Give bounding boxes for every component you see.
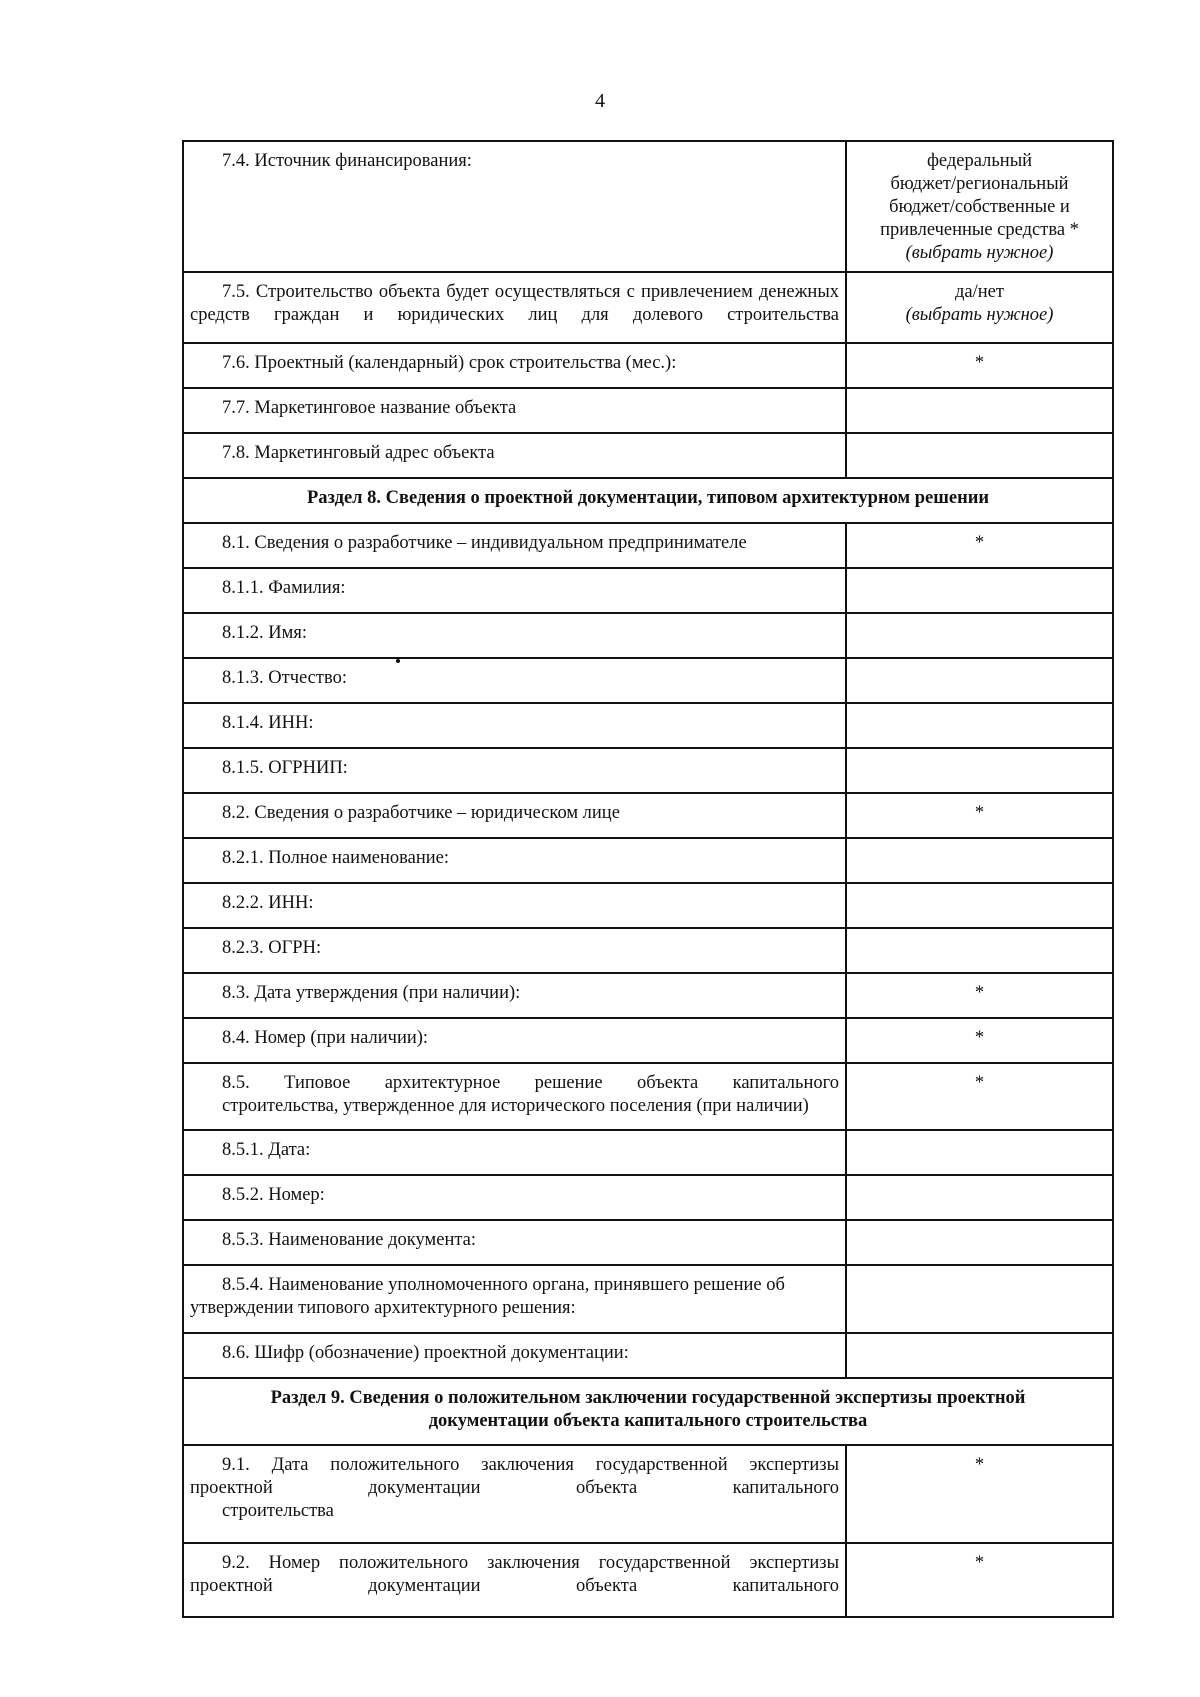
value-8-2-1[interactable] [846,838,1113,883]
label-7-6: 7.6. Проектный (календарный) срок строительства (мес.): [183,343,846,388]
label-8-2-1: 8.2.1. Полное наименование: [183,838,846,883]
value-8-1[interactable]: * [846,523,1113,568]
value-8-2-3[interactable] [846,928,1113,973]
row-8-1-5 [183,748,1113,793]
row-7-7 [183,388,1113,433]
row-8-6 [183,1333,1113,1378]
row-8-5-1 [183,1130,1113,1175]
row-8-4 [183,1018,1113,1063]
page-number: 4 [595,90,605,112]
row-7-5 [183,272,1113,343]
label-8-2: 8.2. Сведения о разработчике – юридическом лице [183,793,846,838]
row-7-6 [183,343,1113,388]
value-8-1-3[interactable] [846,658,1113,703]
label-8-5-3: 8.5.3. Наименование документа: [183,1220,846,1265]
label-7-4: 7.4. Источник финансирования: [183,141,846,272]
label-8-6: 8.6. Шифр (обозначение) проектной документации: [183,1333,846,1378]
row-8-2-2 [183,883,1113,928]
value-8-1-5[interactable] [846,748,1113,793]
label-8-5-main: 8.5. Типовое архитектурное решение объекта капитального [222,1073,839,1093]
label-8-1-4: 8.1.4. ИНН: [183,703,846,748]
value-8-5-2[interactable] [846,1175,1113,1220]
value-7-4-line-2: бюджет/региональный [890,174,1069,194]
value-8-3[interactable]: * [846,973,1113,1018]
label-9-1-last: строительства [222,1501,334,1521]
label-7-5 [183,272,846,343]
row-8-1-2 [183,613,1113,658]
row-8-1-4 [183,703,1113,748]
row-8-1-3 [183,658,1113,703]
label-9-1 [183,1445,846,1543]
value-8-6[interactable] [846,1333,1113,1378]
value-8-5-1[interactable] [846,1130,1113,1175]
label-9-1-main: 9.1. Дата положительного заключения государственной экспертизы проектной документации объекта капитального [190,1455,839,1498]
label-8-4: 8.4. Номер (при наличии): [183,1018,846,1063]
row-8-3 [183,973,1113,1018]
value-8-1-2[interactable] [846,613,1113,658]
value-7-4-line-4: привлеченные средства * [880,220,1079,240]
value-8-1-1[interactable] [846,568,1113,613]
value-7-4-hint: (выбрать нужное) [905,243,1054,263]
row-9-1 [183,1445,1113,1543]
value-7-5-text: да/нет [955,282,1004,302]
label-8-5-1: 8.5.1. Дата: [183,1130,846,1175]
label-8-2-2: 8.2.2. ИНН: [183,883,846,928]
stray-mark [396,659,400,663]
row-8-5-3 [183,1220,1113,1265]
label-8-5-4: 8.5.4. Наименование уполномоченного органа, принявшего решение об утверждении типового архитектурного решения: [183,1265,846,1333]
label-8-1-2: 8.1.2. Имя: [183,613,846,658]
row-8-5-4 [183,1265,1113,1333]
value-8-2[interactable]: * [846,793,1113,838]
row-8-2-1 [183,838,1113,883]
section-9-title [183,1378,1113,1445]
label-8-5-2: 8.5.2. Номер: [183,1175,846,1220]
value-9-2[interactable]: * [846,1543,1113,1617]
value-8-2-2[interactable] [846,883,1113,928]
value-8-4[interactable]: * [846,1018,1113,1063]
label-8-1-3: 8.1.3. Отчество: [183,658,846,703]
row-9-2 [183,1543,1113,1617]
label-9-2 [183,1543,846,1617]
row-8-2-3 [183,928,1113,973]
value-9-1[interactable]: * [846,1445,1113,1543]
row-8-5 [183,1063,1113,1130]
label-8-5 [183,1063,846,1130]
section-9-title-line-1: Раздел 9. Сведения о положительном заключении государственной экспертизы проектной [270,1388,1026,1408]
label-8-1-5: 8.1.5. ОГРНИП: [183,748,846,793]
section-9-header [183,1378,1113,1445]
value-7-8[interactable] [846,433,1113,478]
row-8-1-1 [183,568,1113,613]
row-8-1 [183,523,1113,568]
row-7-4 [183,141,1113,272]
label-7-7: 7.7. Маркетинговое название объекта [183,388,846,433]
value-7-7[interactable] [846,388,1113,433]
label-7-5-text: 7.5. Строительство объекта будет осуществляться с привлечением денежных средств граждан и юридических лиц для долевого строительства [190,282,839,325]
value-7-4-line-1: федеральный [926,151,1033,171]
label-9-2-main: 9.2. Номер положительного заключения государственной экспертизы проектной документации объекта капитального [190,1553,839,1596]
value-8-5[interactable]: * [846,1063,1113,1130]
value-8-5-4[interactable] [846,1265,1113,1333]
label-8-1: 8.1. Сведения о разработчике – индивидуальном предпринимателе [183,523,846,568]
value-7-5 [846,272,1113,343]
section-9-title-line-2: документации объекта капитального строительства [428,1411,868,1431]
label-8-3: 8.3. Дата утверждения (при наличии): [183,973,846,1018]
label-8-2-3: 8.2.3. ОГРН: [183,928,846,973]
label-8-5-last: строительства, утвержденное для исторического поселения (при наличии) [222,1096,809,1116]
form-table [182,140,1114,1618]
row-8-2 [183,793,1113,838]
row-8-5-2 [183,1175,1113,1220]
value-8-5-3[interactable] [846,1220,1113,1265]
section-8-title: Раздел 8. Сведения о проектной документации, типовом архитектурном решении [183,478,1113,523]
value-7-6[interactable]: * [846,343,1113,388]
row-7-8 [183,433,1113,478]
value-7-4-line-3: бюджет/собственные и [889,197,1070,217]
label-7-8: 7.8. Маркетинговый адрес объекта [183,433,846,478]
label-8-1-1: 8.1.1. Фамилия: [183,568,846,613]
value-7-4 [846,141,1113,272]
value-7-5-hint: (выбрать нужное) [905,305,1054,325]
value-8-1-4[interactable] [846,703,1113,748]
section-8-header [183,478,1113,523]
